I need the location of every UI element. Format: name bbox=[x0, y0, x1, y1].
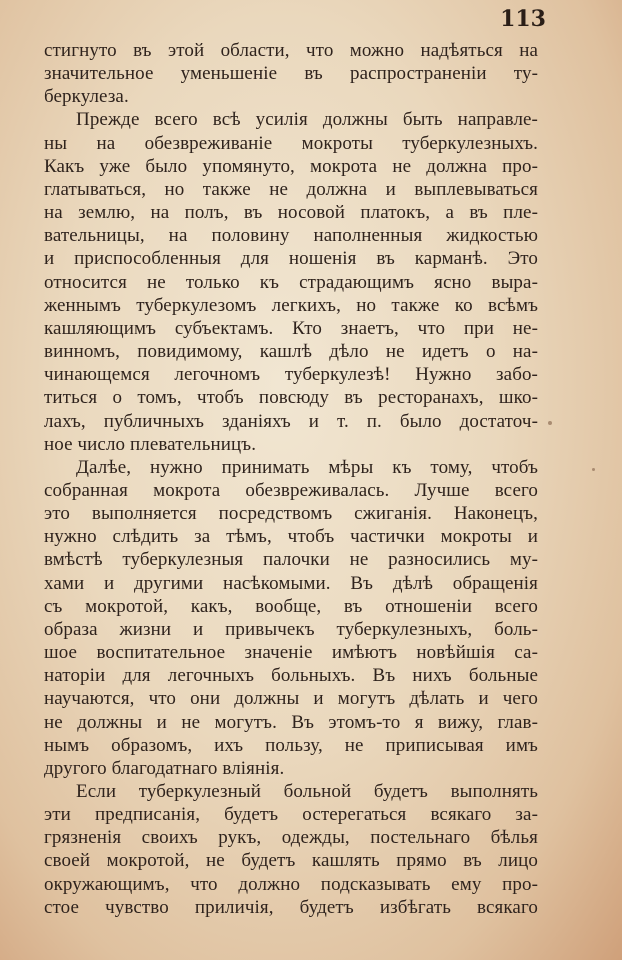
text-line: Какъ уже было упомянуто, мокрота не должна про- bbox=[44, 155, 538, 177]
text-line: научаются, что они должны и могутъ дѣлать и чего bbox=[44, 688, 538, 710]
paper-speck bbox=[548, 421, 552, 425]
text-line: вмѣстѣ туберкулезныя палочки не разносились му- bbox=[44, 549, 538, 571]
text-line: ное число плевательницъ. bbox=[44, 433, 257, 455]
text-line: другого благодатнаго вліянія. bbox=[44, 757, 285, 779]
text-line: нымъ образомъ, ихъ пользу, не приписывая имъ bbox=[44, 734, 538, 756]
text-line: наторіи для легочныхъ больныхъ. Въ нихъ больные bbox=[44, 665, 538, 687]
text-line: образа жизни и привычекъ туберкулезныхъ, боль- bbox=[44, 618, 538, 640]
paragraph-1 bbox=[44, 39, 538, 108]
text-line: глатываться, но также не должна и выплевываться bbox=[44, 178, 538, 200]
text-line: Прежде всего всѣ усилія должны быть направле- bbox=[76, 109, 538, 131]
text-line: нужно слѣдить за тѣмъ, чтобъ частички мокроты и bbox=[44, 526, 538, 548]
paragraph-2 bbox=[44, 108, 538, 455]
text-line: на землю, на полъ, въ носовой платокъ, а въ пле- bbox=[44, 202, 538, 224]
text-line: не должны и не могутъ. Въ этомъ-то я вижу, глав- bbox=[44, 711, 538, 733]
text-line: съ мокротой, какъ, вообще, въ отношеніи всего bbox=[44, 595, 538, 617]
text-line: окружающимъ, что должно подсказывать ему про- bbox=[44, 873, 538, 895]
text-line: это выполняется посредствомъ сжиганія. Наконецъ, bbox=[44, 503, 538, 525]
text-line: и приспособленныя для ношенія въ карманѣ. Это bbox=[44, 248, 538, 270]
text-line: хами и другими насѣкомыми. Въ дѣлѣ обращенія bbox=[44, 572, 538, 594]
text-line: эти предписанія, будетъ остерегаться всякаго за- bbox=[44, 804, 538, 826]
text-line: значительное уменьшеніе въ распространеніи ту- bbox=[44, 63, 538, 85]
page-text bbox=[44, 39, 538, 919]
text-line: вательницы, на половину наполненныя жидкостью bbox=[44, 225, 538, 247]
text-line: Далѣе, нужно принимать мѣры къ тому, чтобъ bbox=[76, 456, 538, 478]
text-line: винномъ, повидимому, кашлѣ дѣло не идетъ о на- bbox=[44, 341, 538, 363]
text-line: стое чувство приличія, будетъ избѣгать всякаго bbox=[44, 896, 538, 918]
text-line: беркулеза. bbox=[44, 86, 129, 108]
text-line: грязненія своихъ рукъ, одежды, постельнаго бѣлья bbox=[44, 827, 538, 849]
text-line: Если туберкулезный больной будетъ выполнять bbox=[76, 781, 538, 802]
text-line: собранная мокрота обезвреживалась. Лучше всего bbox=[44, 479, 538, 501]
page-number: 113 bbox=[500, 6, 546, 32]
text-line: шое воспитательное значеніе имѣютъ новѣйшія са- bbox=[44, 642, 538, 664]
paragraph-3 bbox=[44, 456, 538, 780]
text-line: женнымъ туберкулезомъ легкихъ, но также ко всѣмъ bbox=[44, 294, 538, 316]
text-line: лахъ, публичныхъ зданіяхъ и т. п. было достаточ- bbox=[44, 410, 538, 432]
text-line: чинающемся легочномъ туберкулезѣ! Нужно забо- bbox=[44, 364, 538, 386]
text-line: стигнуто въ этой области, что можно надѣяться на bbox=[44, 40, 538, 61]
text-line: титься о томъ, чтобъ повсюду въ ресторанахъ, шко- bbox=[44, 387, 538, 409]
text-line: кашляющимъ субъектамъ. Кто знаетъ, что при не- bbox=[44, 317, 538, 339]
text-line: своей мокротой, не будетъ кашлять прямо въ лицо bbox=[44, 850, 538, 872]
text-line: ны на обезвреживаніе мокроты туберкулезныхъ. bbox=[44, 132, 538, 154]
paper-speck bbox=[592, 468, 595, 471]
text-line: относится не только къ страдающимъ ясно выра- bbox=[44, 271, 538, 293]
paragraph-4 bbox=[44, 780, 538, 919]
